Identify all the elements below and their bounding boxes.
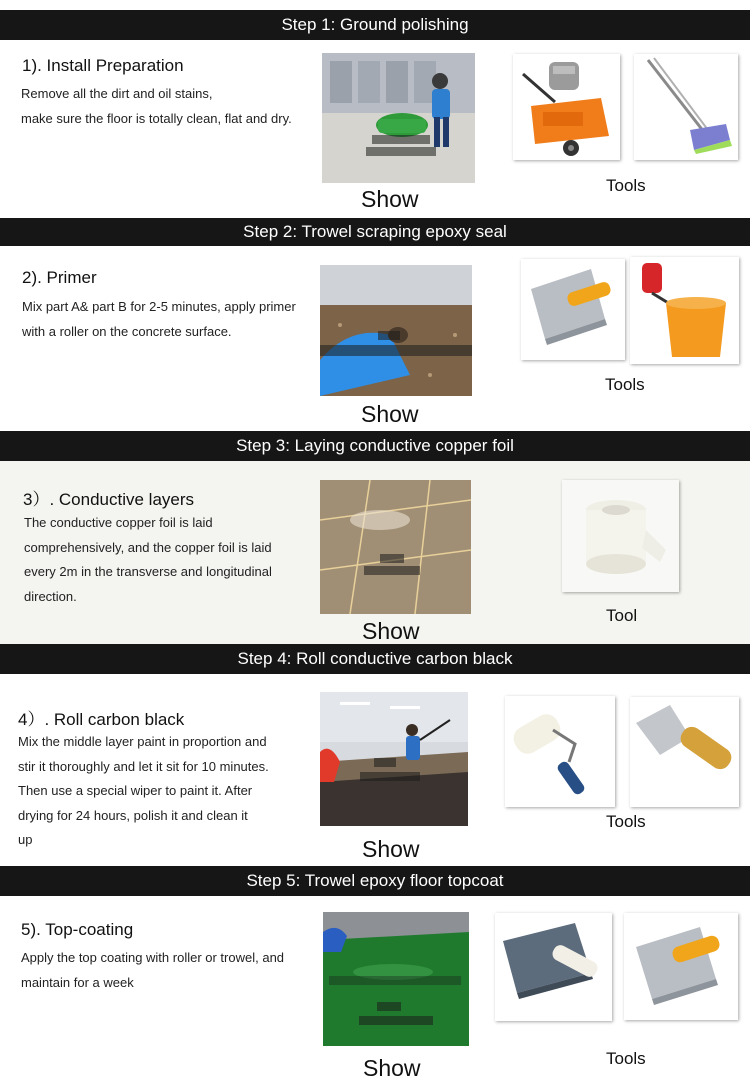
step-5-desc-line: maintain for a week (21, 974, 134, 990)
step-2-tools-label: Tools (605, 375, 645, 394)
step-4-tools-label: Tools (606, 812, 646, 831)
step-3-desc-line: every 2m in the transverse and longitudinal (24, 564, 272, 579)
step-3-title: 3）. Conductive layers (23, 490, 195, 509)
step-4-desc-line: drying for 24 hours, polish it and clean it (18, 807, 248, 823)
step-4-description (18, 730, 269, 853)
mop-icon (634, 54, 738, 160)
step-3-tools-label: Tool (606, 606, 638, 625)
step-3-show-label: Show (362, 618, 420, 644)
step-5-show-label: Show (363, 1055, 421, 1080)
step-4-header: Step 4: Roll conductive carbon black (0, 644, 750, 674)
step-3-desc-line: direction. (24, 588, 77, 604)
tape-roll-icon (562, 480, 679, 592)
step-4-desc-line: Mix the middle layer paint in proportion and (18, 734, 267, 749)
paint-mixer-bucket-icon (630, 257, 739, 364)
floor-grinder-icon (513, 54, 620, 160)
step-3-show-photo (320, 480, 471, 614)
step-4-desc-line: up (18, 832, 33, 847)
step-5-description (21, 946, 284, 995)
step-3-desc-line: comprehensively, and the copper foil is laid (24, 539, 272, 555)
step-1-show-photo (322, 53, 475, 183)
step-1-desc-line: Remove all the dirt and oil stains, (21, 86, 213, 101)
step-2-header: Step 2: Trowel scraping epoxy seal (0, 218, 750, 246)
step-5-title: 5). Top-coating (21, 920, 134, 939)
step-1-header: Step 1: Ground polishing (0, 10, 750, 40)
step-3-header: Step 3: Laying conductive copper foil (0, 431, 750, 461)
notched-trowel-icon (521, 259, 625, 360)
smooth-trowel-icon (495, 913, 612, 1021)
step-4-title: 4）. Roll carbon black (18, 710, 185, 729)
step-1-tools-label: Tools (606, 176, 646, 195)
step-5-tools-label: Tools (606, 1049, 646, 1068)
step-4-show-photo (320, 692, 468, 826)
step-2-description (22, 295, 296, 344)
step-2-show-label: Show (361, 401, 419, 427)
step-3-desc-line: The conductive copper foil is laid (24, 515, 213, 530)
step-1-show-label: Show (361, 186, 419, 212)
step-5-header: Step 5: Trowel epoxy floor topcoat (0, 866, 750, 896)
step-1-title: 1). Install Preparation (22, 56, 184, 75)
step-3-description (24, 511, 272, 609)
notched-trowel-icon (624, 913, 738, 1020)
step-2-show-photo (320, 265, 472, 396)
step-2-title: 2). Primer (22, 268, 97, 287)
step-1-desc-line: make sure the floor is totally clean, flat and dry. (21, 110, 292, 126)
step-2-desc-line: with a roller on the concrete surface. (22, 323, 232, 339)
step-4-desc-line: Then use a special wiper to paint it. After (18, 783, 253, 798)
step-4-desc-line: stir it thoroughly and let it sit for 10 minutes. (18, 758, 269, 774)
step-2-desc-line: Mix part A& part B for 2-5 minutes, apply primer (22, 299, 296, 314)
step-5-show-photo (323, 912, 469, 1046)
paint-roller-icon (505, 696, 615, 807)
step-1-description (21, 82, 292, 131)
step-5-desc-line: Apply the top coating with roller or trowel, and (21, 950, 285, 965)
step-4-show-label: Show (362, 836, 420, 862)
putty-knife-icon (630, 697, 739, 807)
